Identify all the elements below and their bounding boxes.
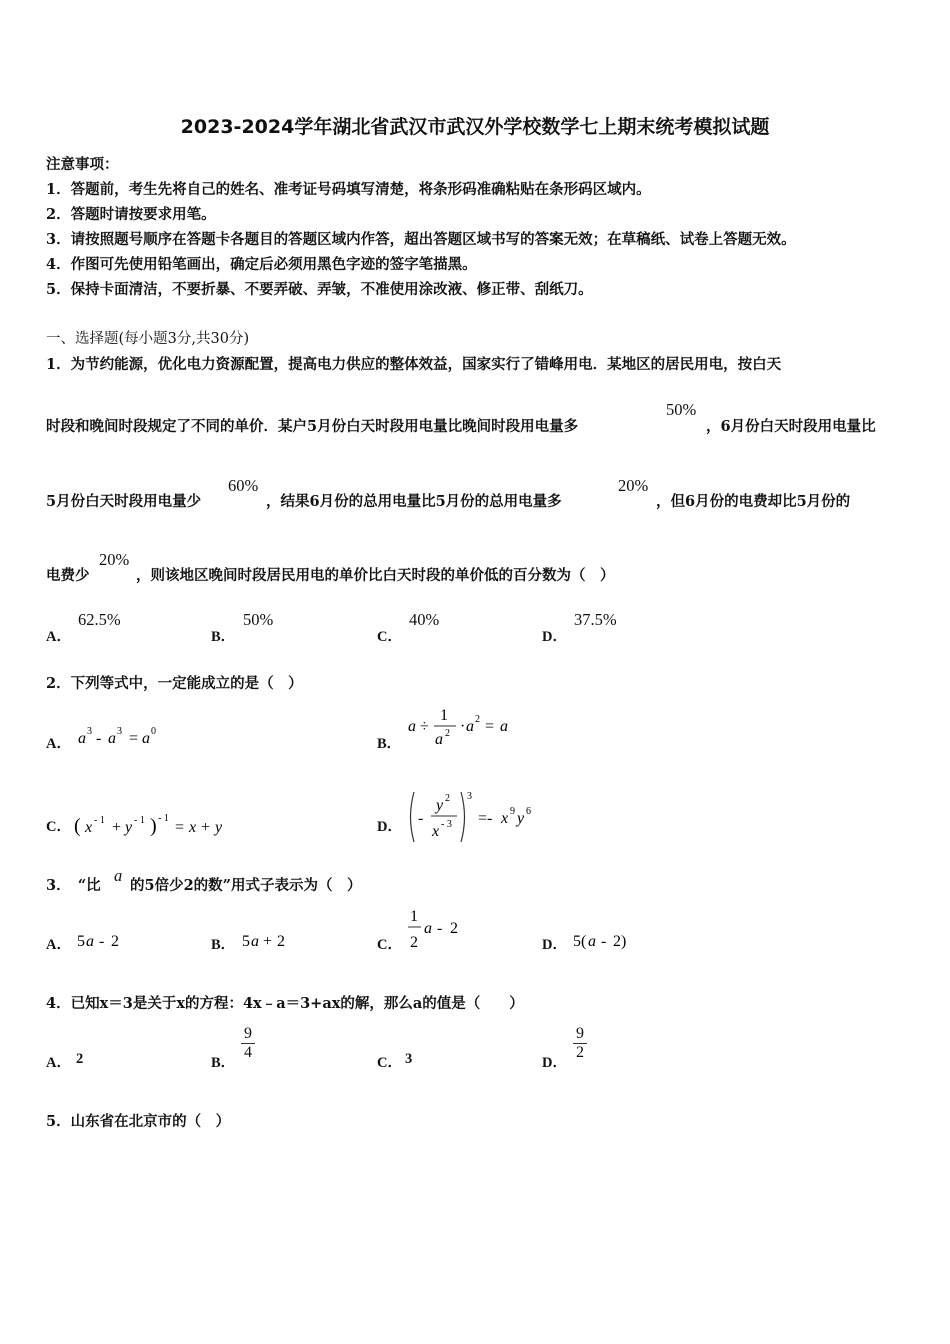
svg-text:a: a <box>108 730 116 747</box>
q2-option-d-formula <box>404 786 554 848</box>
svg-text:+: + <box>112 819 122 836</box>
q1-line-4a: 电费少 <box>46 567 90 584</box>
svg-text:-: - <box>437 920 443 937</box>
q2-option-b-formula <box>404 702 524 752</box>
q3-option-a-label: A． <box>46 937 71 953</box>
svg-text:3: 3 <box>87 726 92 737</box>
q1-option-c-label: C． <box>377 629 402 645</box>
q3-stem-a: 3． “比 <box>46 877 101 894</box>
q2-option-c-label: C． <box>46 819 71 835</box>
svg-text:y: y <box>436 797 444 814</box>
q1-option-d-value: 37.5% <box>574 610 617 629</box>
q3-option-b-formula <box>239 925 309 953</box>
svg-text:5: 5 <box>242 933 250 950</box>
q3-option-a-formula <box>74 925 144 953</box>
q5-stem: 5．山东省在北京市的（ ） <box>46 1113 231 1130</box>
q4-option-d-label: D． <box>542 1055 567 1071</box>
svg-text:): ) <box>150 815 157 837</box>
svg-text:y: y <box>125 819 133 836</box>
svg-text:-: - <box>96 730 102 747</box>
q4-option-b-numerator: 9 <box>244 1025 252 1042</box>
q4-option-b-denominator: 4 <box>244 1044 252 1061</box>
q2-option-c-formula <box>72 808 242 842</box>
q4-option-b-fraction <box>240 1025 256 1062</box>
q3-option-c-formula <box>404 904 474 954</box>
q1-line-2b: ，6月份白天时段用电量比 <box>706 418 876 435</box>
svg-text:x: x <box>432 823 440 840</box>
svg-text:3: 3 <box>117 726 122 737</box>
svg-text:2: 2 <box>445 728 450 739</box>
svg-text:a: a <box>424 920 432 937</box>
q2-option-b-label: B． <box>377 736 402 752</box>
q1-option-c-value: 40% <box>409 610 440 629</box>
q1-option-d-label: D． <box>542 629 567 645</box>
svg-text:+: + <box>263 933 273 950</box>
svg-text:a: a <box>435 731 443 748</box>
q1-line-3b: ，结果6月份的总用电量比5月份的总用电量多 <box>266 493 562 510</box>
svg-text:a: a <box>500 718 508 735</box>
q2-stem: 2．下列等式中，一定能成立的是（ ） <box>46 675 303 692</box>
note-item-4: 4．作图可先使用铅笔画出，确定后必须用黑色字迹的签字笔描黑。 <box>46 256 477 273</box>
q3-variable: a <box>114 866 123 885</box>
q4-stem: 4．已知x＝3是关于x的方程：4x﹣a＝3+ax的解，那么a的值是（ ） <box>46 995 524 1012</box>
q1-line-1: 1．为节约能源，优化电力资源配置，提高电力供应的整体效益，国家实行了错峰用电．某地区的居民用电，按白天 <box>46 356 782 373</box>
q1-percent-1: 50% <box>666 400 697 419</box>
svg-text:-: - <box>601 933 607 950</box>
svg-text:a: a <box>466 718 474 735</box>
svg-text:6: 6 <box>526 806 531 817</box>
svg-text:2: 2 <box>475 714 480 725</box>
svg-text:2: 2 <box>445 793 450 804</box>
svg-text:x: x <box>189 819 197 836</box>
svg-text:2: 2 <box>450 920 458 937</box>
svg-text:1: 1 <box>410 908 418 925</box>
q1-line-3c: ，但6月份的电费却比5月份的 <box>656 493 851 510</box>
svg-text:- 3: - 3 <box>441 819 452 830</box>
q3-option-d-formula <box>570 925 650 953</box>
q1-line-4b: ，则该地区晚间时段居民用电的单价比白天时段的单价低的百分数为（ ） <box>136 567 615 584</box>
q3-option-c-label: C． <box>377 937 402 953</box>
q4-option-b-label: B． <box>211 1055 236 1071</box>
q4-option-c-value: 3 <box>405 1051 413 1067</box>
svg-text:a: a <box>251 933 259 950</box>
note-item-5: 5．保持卡面清洁，不要折暴、不要弄破、弄皱，不准使用涂改液、修正带、刮纸刀。 <box>46 281 593 298</box>
svg-text:x: x <box>85 819 93 836</box>
q4-option-c-label: C． <box>377 1055 402 1071</box>
svg-text:2: 2 <box>410 934 418 951</box>
svg-text:a: a <box>408 718 416 735</box>
q3-option-b-label: B． <box>211 937 236 953</box>
svg-text:·: · <box>460 718 466 735</box>
svg-text:÷: ÷ <box>420 718 429 735</box>
q1-percent-2: 60% <box>228 476 259 495</box>
note-item-2: 2．答题时请按要求用笔。 <box>46 206 216 223</box>
svg-text:=-: =- <box>478 810 493 827</box>
q1-option-b-value: 50% <box>243 610 274 629</box>
q1-percent-4: 20% <box>99 550 130 569</box>
svg-text:x: x <box>501 810 509 827</box>
svg-text:3: 3 <box>467 791 472 802</box>
q4-option-a-label: A． <box>46 1055 71 1071</box>
svg-text:a: a <box>588 933 596 950</box>
svg-text:1: 1 <box>440 707 448 724</box>
q4-option-d-fraction <box>572 1025 588 1062</box>
q2-option-a-formula <box>74 722 184 752</box>
svg-text:-: - <box>418 810 424 827</box>
svg-text:(: ( <box>74 815 81 837</box>
svg-text:=: = <box>485 718 495 735</box>
svg-text:=: = <box>175 819 185 836</box>
q1-percent-3: 20% <box>618 476 649 495</box>
svg-text:a: a <box>86 933 94 950</box>
svg-text:a: a <box>142 730 150 747</box>
svg-text:y: y <box>215 819 223 836</box>
svg-text:a: a <box>78 730 86 747</box>
note-item-1: 1．答题前，考生先将自己的姓名、准考证号码填写清楚，将条形码准确粘贴在条形码区域内。 <box>46 181 651 198</box>
svg-text:5(: 5( <box>573 933 587 950</box>
notes-heading: 注意事项： <box>46 156 119 173</box>
svg-text:y: y <box>517 810 525 827</box>
q4-option-a-value: 2 <box>76 1051 84 1067</box>
svg-text:- 1: - 1 <box>134 815 145 826</box>
section-heading: 一、选择题(每小题3分,共30分) <box>46 331 250 347</box>
q3-stem-b: 的5倍少2的数”用式子表示为（ ） <box>130 877 362 894</box>
svg-text:2): 2) <box>613 933 627 950</box>
svg-text:2: 2 <box>277 933 285 950</box>
q1-line-3a: 5月份白天时段用电量少 <box>46 493 202 510</box>
q2-option-a-label: A． <box>46 736 71 752</box>
svg-text:- 1: - 1 <box>158 813 169 824</box>
svg-text:=: = <box>129 730 139 747</box>
svg-text:0: 0 <box>151 726 156 737</box>
q1-option-a-value: 62.5% <box>78 610 121 629</box>
svg-text:9: 9 <box>510 806 515 817</box>
q4-option-d-numerator: 9 <box>576 1025 584 1042</box>
svg-text:-: - <box>99 933 105 950</box>
note-item-3: 3．请按照题号顺序在答题卡各题目的答题区域内作答，超出答题区域书写的答案无效；在草稿纸、试卷上答题无效。 <box>46 231 796 248</box>
q1-line-2a: 时段和晚间时段规定了不同的单价．某户5月份白天时段用电量比晚间时段用电量多 <box>46 418 579 435</box>
q3-option-d-label: D． <box>542 937 567 953</box>
svg-text:2: 2 <box>111 933 119 950</box>
svg-text:5: 5 <box>77 933 85 950</box>
svg-text:- 1: - 1 <box>94 815 105 826</box>
q2-option-d-label: D． <box>377 819 402 835</box>
q1-option-b-label: B． <box>211 629 236 645</box>
svg-text:+: + <box>201 819 211 836</box>
q4-option-d-denominator: 2 <box>576 1044 584 1061</box>
page-title: 2023-2024学年湖北省武汉市武汉外学校数学七上期末统考模拟试题 <box>180 116 770 138</box>
q1-option-a-label: A． <box>46 629 71 645</box>
